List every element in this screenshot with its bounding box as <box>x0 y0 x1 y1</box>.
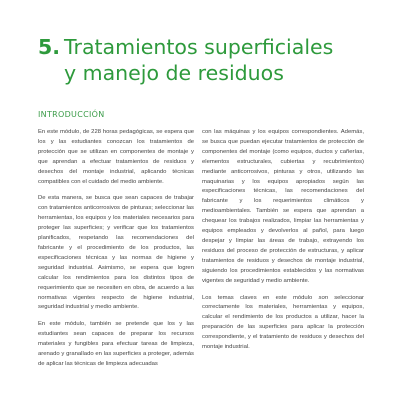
right-paragraph-2-end: seleccionar correctamente los materiales, herramientas y equipos, calcular el rendimiento de los productos a utilizar, hacer la preparación de las superficies para aplicar la protección correspondiente, y el tratamiento de residuos y desechos del montaje industrial. <box>202 294 365 351</box>
chapter-number: 5. <box>38 35 61 59</box>
right-paragraph-2-start: Los temas claves en este módulo <box>202 294 319 301</box>
right-paragraph-2-emphasis: son <box>318 294 328 301</box>
chapter-title-line-2: y manejo de residuos <box>64 61 284 85</box>
chapter-title <box>38 34 333 86</box>
left-paragraph-3: En este módulo, también se pretende que los y las estudiantes sean capaces de preparar los recursos materiales y fungibles para efectuar tareas de limpieza, arenado y granallado en las superficies a proteger, además de aplicar las técnicas de limpieza adecuadas <box>38 321 194 367</box>
section-heading: INTRODUCCIÓN <box>38 110 105 119</box>
left-paragraph-2: De esta manera, se busca que sean capaces de trabajar con tratamientos anticorrosivos de pinturas; seleccionar las herramientas, los equipos y los materiales necesarios para proteger las superficies; y verificar que los tratamientos planificados, respetando las recomendaciones del fabricante y el procedimiento de los productos, las especificaciones técnicas y las normas de higiene y seguridad industrial. Asimismo, se espera que logren calcular los rendimientos para los distintos tipos de requerimiento que se necesiten en obra, de acuerdo a las normativas vigentes respecto de higiene industrial, seguridad industrial y medio ambiente. <box>38 195 194 311</box>
chapter-title-text-1: Tratamientos superficiales <box>64 35 334 59</box>
right-paragraph-2 <box>202 294 364 353</box>
left-column <box>38 128 194 377</box>
chapter-title-line-1 <box>38 34 333 60</box>
right-paragraph-1: con las máquinas y los equipos correspondientes. Además, se busca que puedan ejecutar tratamientos de protección de componentes del montaje (como equipos, ductos y cañerías, elementos estructurales, cubiertas y recubrimientos) mediante anticorrosivos, pinturas y otros, utilizando las maquinarias y los equipos apropiados según las especificaciones técnicas, las recomendaciones del fabricante y los requerimientos climáticos y medioambientales. También se espera que aprendan a chequear los trabajos realizados, limpiar las herramientas y equipos empleados y devolverlos al pañol, para luego despejar y limpiar las áreas de trabajo, extrayendo los residuos del proceso de protección de estructuras, y aplicar tratamientos de residuos y desechos de montaje industrial, siguiendo los procedimientos establecidos y las normativas vigentes de seguridad y medio ambiente. <box>202 129 364 284</box>
right-column <box>202 128 364 360</box>
left-paragraph-1: En este módulo, de 228 horas pedagógicas, se espera que los y las estudiantes conozcan los tratamientos de protección que se utilizan en componentes de montaje y que aprendan a efectuar tratamientos de residuos y desechos del montaje industrial, aplicando técnicas compatibles con el cuidado del medio ambiente. <box>38 129 194 185</box>
